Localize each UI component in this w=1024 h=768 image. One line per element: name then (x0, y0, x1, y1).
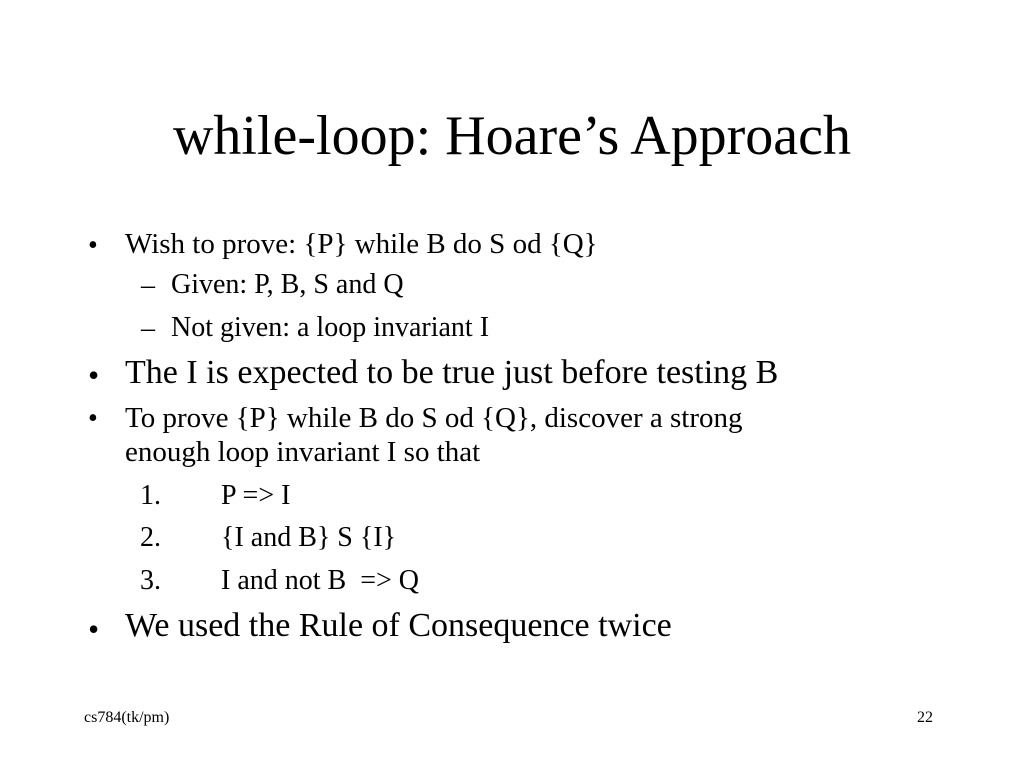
numbered-item-number: 2. (140, 522, 161, 553)
bullet-marker: • (88, 230, 98, 261)
footer-page-number: 22 (917, 709, 933, 726)
footer-course-label: cs784(tk/pm) (84, 709, 170, 726)
subitem-text-not-given: Not given: a loop invariant I (171, 312, 490, 343)
bullet-text-to-prove-line1: To prove {P} while B do S od {Q}, discover a strong (125, 402, 743, 434)
numbered-item-text: {I and B} S {I} (221, 522, 397, 553)
bullet-text-invariant-true: The I is expected to be true just before testing B (125, 354, 779, 391)
numbered-item-text: I and not B => Q (221, 565, 420, 596)
numbered-item-text: P => I (221, 480, 291, 511)
numbered-item-number: 1. (140, 480, 161, 511)
numbered-item-number: 3. (140, 565, 161, 596)
bullet-marker: • (88, 611, 100, 647)
subitem-text-given: Given: P, B, S and Q (171, 269, 404, 300)
slide-title: while-loop: Hoare’s Approach (172, 105, 852, 167)
subitem-marker: – (141, 313, 155, 344)
bullet-marker: • (88, 403, 98, 434)
subitem-marker: – (141, 270, 155, 301)
bullet-marker: • (88, 357, 100, 393)
bullet-text-wish-to-prove: Wish to prove: {P} while B do S od {Q} (125, 228, 598, 260)
bullet-text-to-prove-line2: enough loop invariant I so that (125, 436, 481, 468)
bullet-text-rule-of-consequence: We used the Rule of Consequence twice (125, 607, 672, 644)
